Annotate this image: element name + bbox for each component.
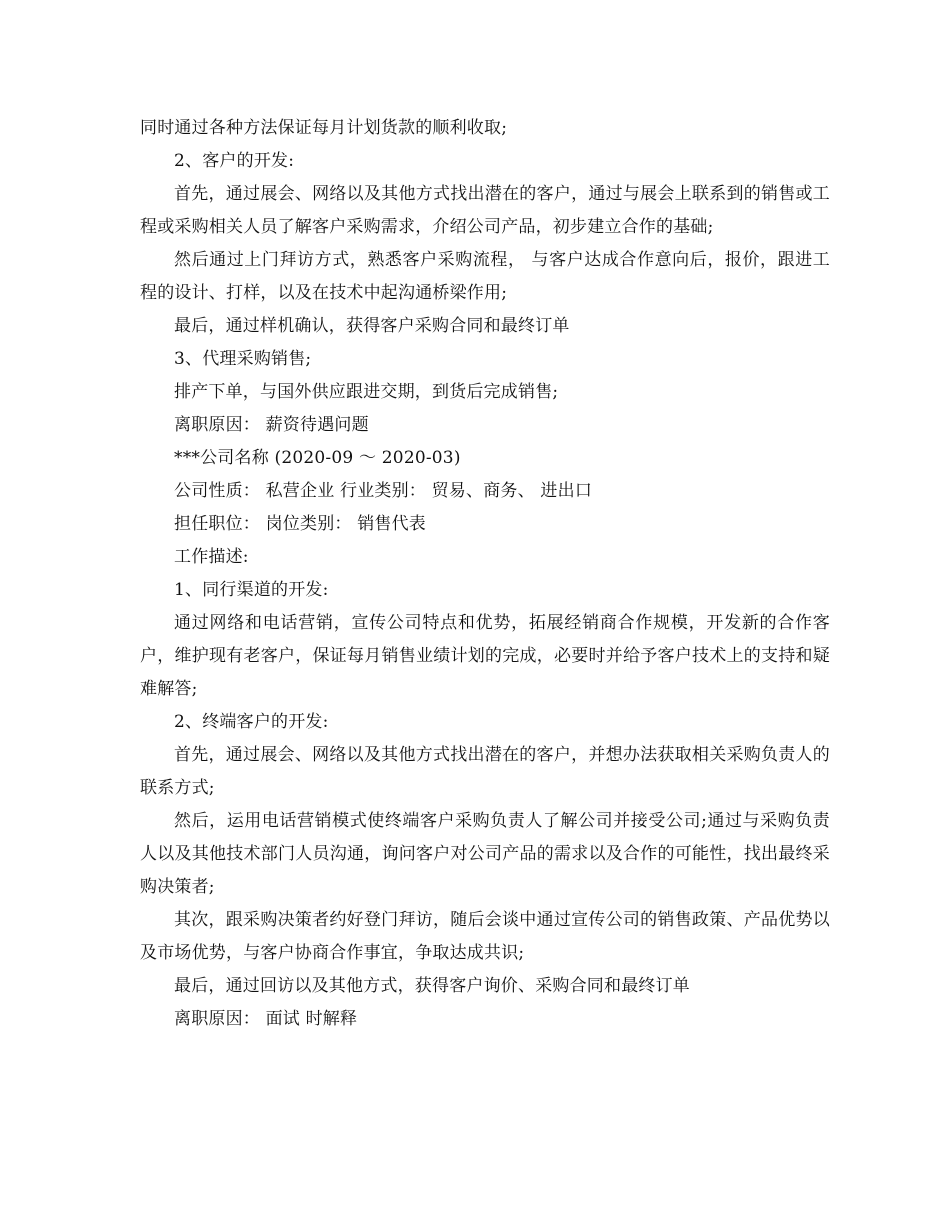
paragraph-production-order: 排产下单，与国外供应跟进交期，到货后完成销售; bbox=[174, 382, 559, 402]
paragraph-first-exhibition: 首先，通过展会、网络以及其他方式找出潜在的客户，通过与展会上联系到的销售或工程或采购相关人员了解客户采购需求，介绍公司产品，初步建立合作的基础; bbox=[140, 184, 830, 237]
resignation-reason-1: 离职原因： 薪资待遇问题 bbox=[174, 415, 369, 435]
paragraph-first-find-customers: 首先，通过展会、网络以及其他方式找出潜在的客户，并想办法获取相关采购负责人的联系方式; bbox=[140, 745, 830, 798]
heading-peer-channel: 1、同行渠道的开发: bbox=[174, 580, 329, 600]
paragraph-payment-collection: 同时通过各种方法保证每月计划货款的顺利收取; bbox=[140, 118, 508, 138]
job-description-heading: 工作描述: bbox=[174, 547, 249, 567]
heading-agent-purchasing: 3、代理采购销售; bbox=[174, 349, 312, 369]
paragraph-finally-followup: 最后，通过回访以及其他方式，获得客户询价、采购合同和最终订单 bbox=[174, 976, 690, 996]
heading-customer-development: 2、客户的开发: bbox=[174, 151, 295, 171]
paragraph-network-marketing: 通过网络和电话营销，宣传公司特点和优势，拓展经销商合作规模，开发新的合作客户，维护现有老客户，保证每月销售业绩计划的完成，必要时并给予客户技术上的支持和疑难解答; bbox=[140, 613, 830, 699]
document-body bbox=[140, 112, 830, 1036]
position-line: 担任职位： 岗位类别： 销售代表 bbox=[174, 514, 427, 534]
company-name-line: ***公司名称 (2020-09 ～ 2020-03) bbox=[174, 448, 461, 468]
paragraph-next-visit: 其次，跟采购决策者约好登门拜访，随后会谈中通过宣传公司的销售政策、产品优势以及市场优势，与客户协商合作事宜，争取达成共识; bbox=[140, 910, 830, 963]
resignation-reason-2: 离职原因： 面试 时解释 bbox=[174, 1009, 358, 1029]
paragraph-then-visit: 然后通过上门拜访方式，熟悉客户采购流程， 与客户达成合作意向后，报价，跟进工程的设计、打样，以及在技术中起沟通桥梁作用; bbox=[140, 250, 830, 303]
paragraph-then-telemarketing: 然后，运用电话营销模式使终端客户采购负责人了解公司并接受公司;通过与采购负责人以及其他技术部门人员沟通，询问客户对公司产品的需求以及合作的可能性，找出最终采购决策者; bbox=[140, 811, 830, 897]
paragraph-finally-sample: 最后，通过样机确认，获得客户采购合同和最终订单 bbox=[174, 316, 570, 336]
company-nature-line: 公司性质： 私营企业 行业类别： 贸易、商务、 进出口 bbox=[174, 481, 593, 501]
heading-end-customer: 2、终端客户的开发: bbox=[174, 712, 329, 732]
